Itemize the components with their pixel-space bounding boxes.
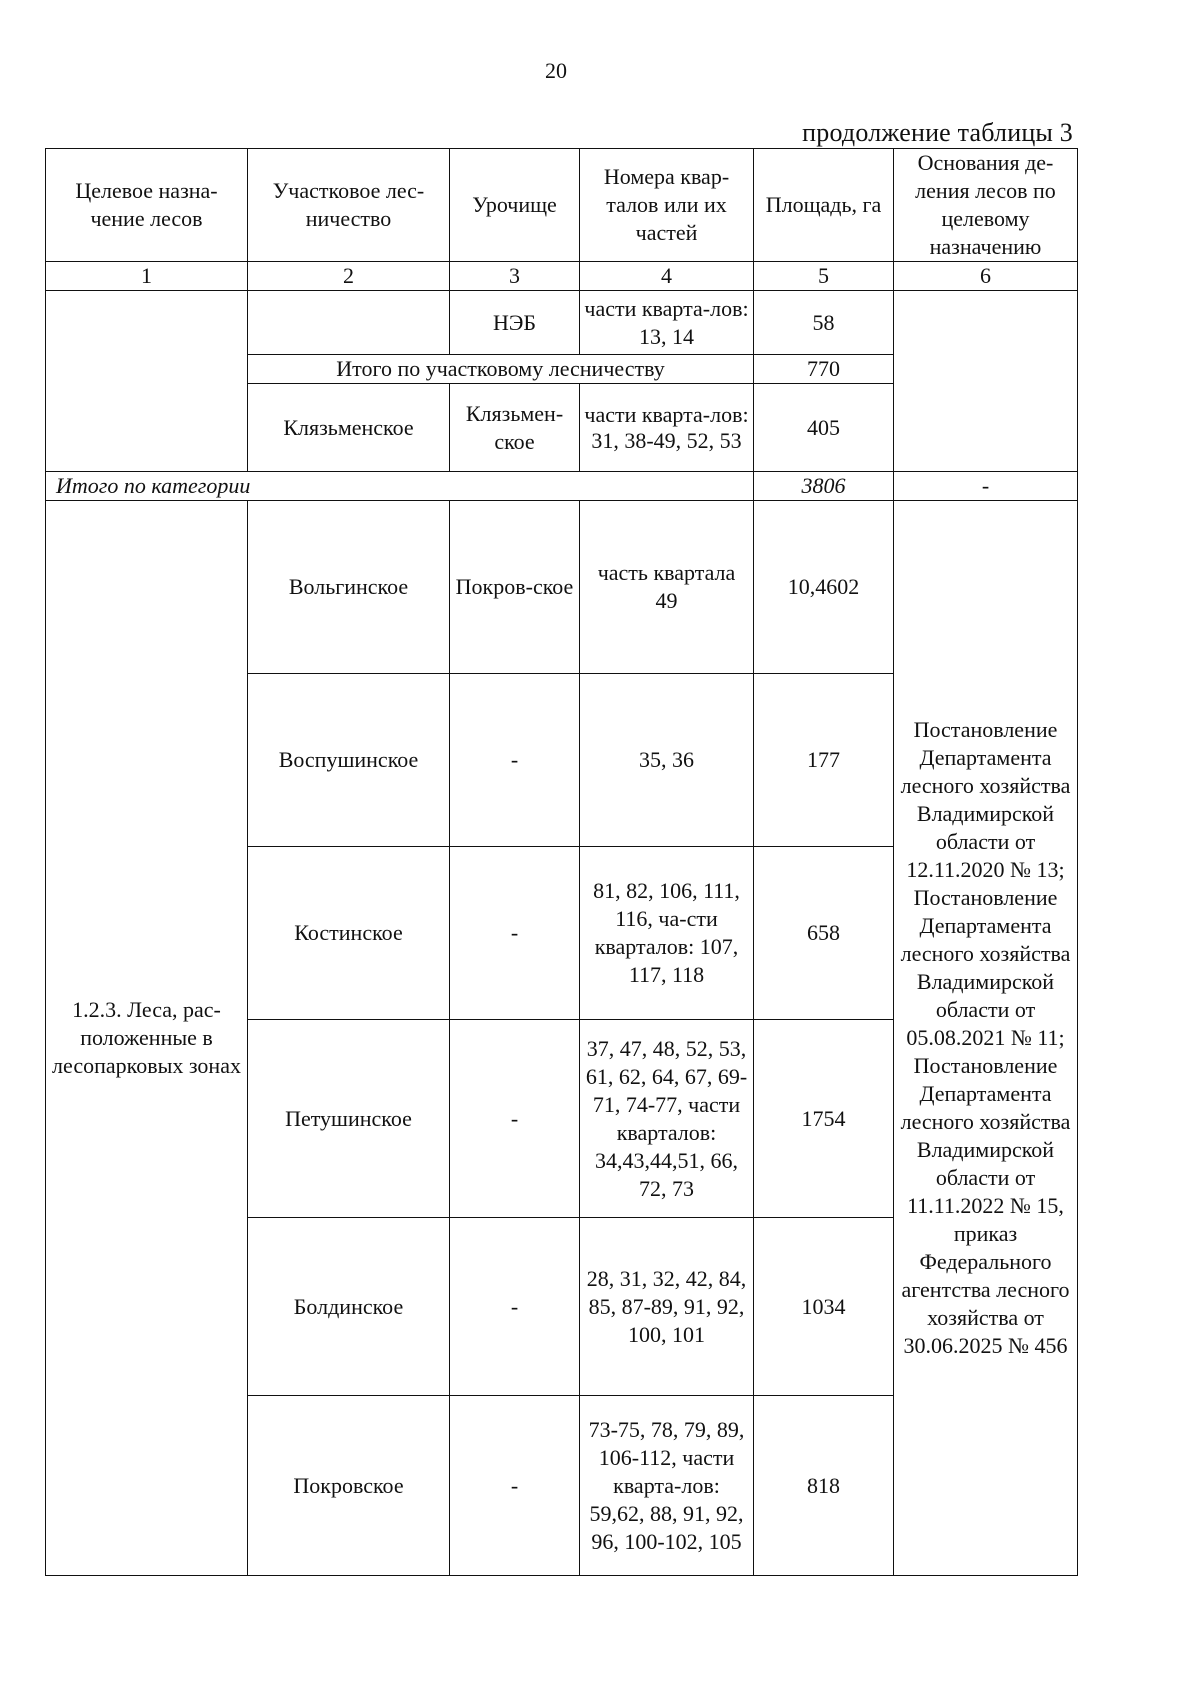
quarters-cell: 81, 82, 106, 111, 116, ча-сти кварталов: 107, 117, 118 (580, 847, 754, 1020)
quarters-cell: части кварта-лов: 31, 38-49, 52, 53 (580, 384, 754, 472)
district-cell: Петушинское (248, 1020, 450, 1218)
category-total-basis: - (894, 472, 1078, 501)
tract-cell: Покров-ское (450, 501, 580, 674)
table-continuation-caption: продолжение таблицы 3 (802, 118, 1073, 147)
column-number: 1 (46, 262, 248, 291)
quarters-cell: 35, 36 (580, 674, 754, 847)
category-total-area: 3806 (754, 472, 894, 501)
column-number: 2 (248, 262, 450, 291)
table-row (46, 291, 1078, 355)
forest-purpose-table (45, 148, 1078, 1576)
area-cell: 405 (754, 384, 894, 472)
area-cell: 1034 (754, 1218, 894, 1396)
tract-cell: НЭБ (450, 291, 580, 355)
district-cell: Воспушинское (248, 674, 450, 847)
tract-cell: - (450, 1218, 580, 1396)
column-number: 3 (450, 262, 580, 291)
quarters-cell: 73-75, 78, 79, 89, 106-112, части кварта-лов: 59,62, 88, 91, 92, 96, 100-102, 105 (580, 1396, 754, 1576)
column-number: 5 (754, 262, 894, 291)
tract-cell: - (450, 1396, 580, 1576)
quarters-cell: 37, 47, 48, 52, 53, 61, 62, 64, 67, 69-71, 74-77, части кварталов: 34,43,44,51, 66, 72, 73 (580, 1020, 754, 1218)
area-cell: 770 (754, 355, 894, 384)
header-basis: Основания де-ления лесов по целевому назначению (894, 149, 1078, 262)
tract-cell: - (450, 674, 580, 847)
district-cell: Покровское (248, 1396, 450, 1576)
header-district: Участковое лес-ничество (248, 149, 450, 262)
district-cell: Костинское (248, 847, 450, 1020)
page-number: 20 (545, 58, 567, 83)
tract-cell: Клязьмен-ское (450, 384, 580, 472)
district-cell: Болдинское (248, 1218, 450, 1396)
purpose-cell-empty (46, 291, 248, 472)
basis-cell-empty (894, 291, 1078, 472)
table-header-row (46, 149, 1078, 262)
column-number-row (46, 262, 1078, 291)
category-total-row (46, 472, 1078, 501)
category-total-label: Итого по категории (46, 472, 754, 501)
tract-cell: - (450, 847, 580, 1020)
area-cell: 818 (754, 1396, 894, 1576)
district-cell: Вольгинское (248, 501, 450, 674)
quarters-cell: часть квартала 49 (580, 501, 754, 674)
basis-cell: Постановление Департамента лесного хозяйства Владимирской области от 12.11.2020 № 13; Постановление Департамента лесного хозяйства Владимирской области от 05.08.2021 № 11; Постановление Департамента лесного хозяйства Владимирской области от 11.11.2022 № 15, приказ Федерального агентства лесного хозяйства от 30.06.2025 № 456 (894, 501, 1078, 1576)
header-quarters: Номера квар-талов или их частей (580, 149, 754, 262)
area-cell: 10,4602 (754, 501, 894, 674)
purpose-cell: 1.2.3. Леса, рас-положенные в лесопарковых зонах (46, 501, 248, 1576)
table-row (46, 501, 1078, 674)
area-cell: 177 (754, 674, 894, 847)
header-purpose: Целевое назна-чение лесов (46, 149, 248, 262)
area-cell: 1754 (754, 1020, 894, 1218)
header-tract: Урочище (450, 149, 580, 262)
tract-cell: - (450, 1020, 580, 1218)
area-cell: 658 (754, 847, 894, 1020)
area-cell: 58 (754, 291, 894, 355)
district-cell (248, 291, 450, 355)
quarters-cell: части кварта-лов: 13, 14 (580, 291, 754, 355)
header-area: Площадь, га (754, 149, 894, 262)
column-number: 4 (580, 262, 754, 291)
quarters-cell: 28, 31, 32, 42, 84, 85, 87-89, 91, 92, 100, 101 (580, 1218, 754, 1396)
district-cell: Клязьменское (248, 384, 450, 472)
column-number: 6 (894, 262, 1078, 291)
district-total-label: Итого по участковому лесничеству (248, 355, 754, 384)
